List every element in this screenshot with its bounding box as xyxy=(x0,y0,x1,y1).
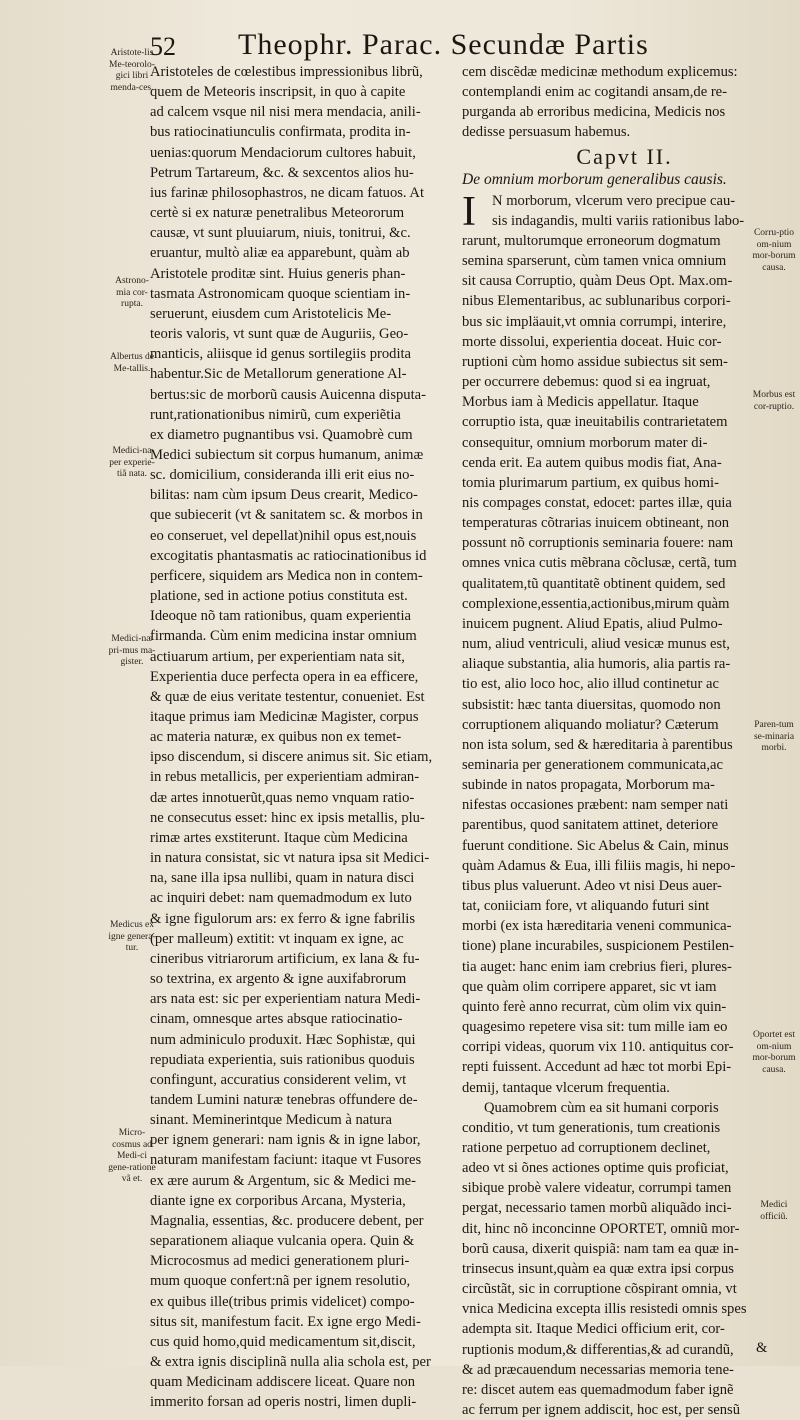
text-line: consequitur, omnium morborum mater di- xyxy=(462,434,708,451)
text-line: Magnalia, essentias, &c. producere debent, per xyxy=(150,1212,424,1229)
text-line: complexione,essentia,actionibus,mirum quàm xyxy=(462,595,730,612)
text-line: possunt nõ corruptionis seminaria fouere: nam xyxy=(462,535,734,552)
margin-note-medicus-igne: Medicus ex igne genera-tur. xyxy=(108,920,156,953)
text-line: repti fuissent. Accedunt ad hæc tot morbi Epi- xyxy=(462,1059,732,1076)
chapter-subtitle: De omnium morborum generalibus causis. xyxy=(462,170,727,188)
text-line: corruptio ista, quæ ineuitabilis contrarietatem xyxy=(462,414,728,431)
text-line: Morbus iam à Medicis appellatur. Itaque xyxy=(462,394,699,411)
text-line: adeo vt si õnes actiones optime quis proficiat, xyxy=(462,1160,729,1177)
text-line: cenda erit. Ea autem quibus modis fiat, Ana- xyxy=(462,454,722,471)
text-line: bus ratiocinatiunculis confirmata, prodita in- xyxy=(150,124,411,141)
text-line: Quamobrem cùm ea sit humani corporis xyxy=(484,1099,719,1116)
text-line: na, sane illa ipsa nullibi, quam in natura disci xyxy=(150,870,415,887)
text-line: tandem Lumini naturæ tenebras offundere de- xyxy=(150,1091,418,1108)
text-line: subinde in natos propagata, Morborum ma- xyxy=(462,777,715,794)
text-line: ruptioni cùm homo assidue subiectus sit sem- xyxy=(462,353,728,370)
text-line: trinsecus insunt,quàm ea quæ extra ipsi corpus xyxy=(462,1260,734,1277)
text-line: ars nata est: sic per experientiam natura Medi- xyxy=(150,991,421,1008)
text-line: certè si ex naturæ penetralibus Meteororum xyxy=(150,205,405,222)
margin-note-morbus: Morbus est cor-ruptio. xyxy=(752,390,796,412)
text-line: Ideoque nõ tam rationibus, quam experientia xyxy=(150,608,411,625)
text-line: bilitas: nam cùm ipsum Deus crearit, Medico- xyxy=(150,487,418,504)
running-title: Theophr. Parac. Secundæ Partis xyxy=(238,28,649,61)
text-line: purganda ab erroribus medicina, Medicis nos xyxy=(462,104,726,121)
text-line: dedisse persuasum habemus. xyxy=(462,124,631,141)
text-line: borũ causa, dixerit quispiã: nam tam ea quæ in- xyxy=(462,1240,739,1257)
text-line: teoris valoris, vt sunt quæ de Auguriis, Geo- xyxy=(150,326,409,343)
text-line: confingunt, accuratius considerent velim, vt xyxy=(150,1071,407,1088)
text-line: tione) plane incurabiles, suspicionem Pestilen- xyxy=(462,938,734,955)
text-line: eo conseruet, vel depellat)nihil opus est,nouis xyxy=(150,527,417,544)
text-line: in rebus metallicis, per experientiam admiran- xyxy=(150,769,420,786)
text-line: temperaturas cõtrarias inuicem obtineant, non xyxy=(462,515,730,532)
text-line: per ignem generari: nam ignis & in igne labor, xyxy=(150,1132,421,1149)
text-line: quam Medicinam addiscere liceat. Quare non xyxy=(150,1374,416,1391)
text-line: nibus Elementaribus, ac sublunaribus corpori- xyxy=(462,293,731,310)
text-line: re: discet autem eas quemadmodum faber ignẽ xyxy=(462,1381,734,1398)
text-line: sc. domicilium, consideranda illi erit eius no- xyxy=(150,467,415,484)
chapter-title: Capvt II. xyxy=(576,143,673,169)
page-header xyxy=(150,28,790,66)
right-text-column xyxy=(462,62,787,1420)
text-line: causæ, vt sunt pluuiarum, niuis, tonitrui, &c. xyxy=(150,225,411,242)
margin-note-aristoteles: Aristote-lis Me-teorolo-gici libri menda-ces. xyxy=(109,48,155,93)
text-line: sis indagandis, multi variis rationibus labo- xyxy=(492,212,745,229)
text-line: corripi videas, quorum vix 110. antiquitus cor- xyxy=(462,1039,734,1056)
text-line: rarunt, multorumque erroneorum dogmatum xyxy=(462,232,721,249)
text-line: contemplandi enim ac cogitandi ansam,de re- xyxy=(462,84,728,101)
text-line: dit, hinc nõ inconcinne OPORTET, omniũ mor- xyxy=(462,1220,740,1237)
text-line: itaque primus iam Medicinæ Magister, corpus xyxy=(150,709,419,725)
text-line: ipso discendum, si discere animus sit. Sic etiam, xyxy=(150,749,433,766)
chapter-second-paragraph xyxy=(462,1098,787,1420)
margin-note-astronomia: Astrono-mia cor-rupta. xyxy=(115,276,149,309)
text-line: tat, coniiciam fore, vt aliquando futuri sint xyxy=(462,898,710,915)
text-line: sinant. Meminerintque Medicum à natura xyxy=(150,1112,392,1129)
text-line: Experientia duce perfecta opera in ea efficere, xyxy=(150,668,419,685)
chapter-body xyxy=(462,231,787,1098)
text-line: cus quid homo,quid medicamentum sit,discit, xyxy=(150,1333,416,1350)
text-line: so textrina, ex argento & igne auxifabrorum xyxy=(150,971,407,988)
text-line: Medici subiectum sit corpus humanum, animæ xyxy=(150,446,424,463)
margin-note-medicinae-magister: Medici-næ pri-mus ma-gister. xyxy=(108,634,156,667)
text-line: seruerunt, eiusdem cum Aristotelicis Me- xyxy=(150,305,392,322)
text-line: uenias:quorum Mendaciorum cultores habuit, xyxy=(150,144,416,161)
text-line: naturam manifestam faciunt: itaque vt Fusores xyxy=(150,1152,422,1169)
text-line: sibique probè valere videatur, corrumpi tamen xyxy=(462,1180,732,1197)
text-line: repudiata experientia, suis rationibus quoduis xyxy=(150,1051,415,1068)
text-line: (per malleum) extitit: vt inquam ex igne, ac xyxy=(150,930,404,947)
text-line: tio est, alio loco hoc, alio illud continetur ac xyxy=(462,676,719,693)
text-line: habentur.Sic de Metallorum generatione Al- xyxy=(150,366,407,383)
margin-note-corruptio: Corru-ptio om-nium mor-borum causa. xyxy=(752,228,796,273)
text-line: seminaria per generationem communicata,ac xyxy=(462,757,723,773)
text-line: manticis, aliisque id genus sortilegiis prodita xyxy=(150,346,412,363)
text-line: demij, tantaque vlcerum frequentia. xyxy=(462,1079,670,1096)
text-line: que subiecerit (vt & sanitatem sc. & morbos in xyxy=(150,507,423,524)
text-line: tomia plurimarum partium, ex quibus homi- xyxy=(462,474,719,491)
text-line: ex diametro pugnantibus vsi. Quamobrè cum xyxy=(150,426,413,443)
right-column-opening xyxy=(462,62,787,143)
text-line: non ista solum, sed & hæreditaria à parentibus xyxy=(462,736,733,753)
text-line: ad calcem vsque nil nisi mera mendacia, anili- xyxy=(150,104,421,121)
text-line: bus sic impläauit,vt omnia corrumpi, interire, xyxy=(462,313,727,330)
text-line: per occurrere debemus: quod si ea ingruat, xyxy=(462,374,711,391)
text-line: subsistit: hæc tanta diuersitas, quomodo non xyxy=(462,696,721,713)
text-line: fuerunt conditione. Sic Abelus & Cain, minus xyxy=(462,837,729,854)
left-text-column xyxy=(150,62,448,1412)
text-line: aliaque substantia, alia humoris, alia partis ra- xyxy=(462,656,731,673)
drop-cap-lines xyxy=(462,188,787,235)
text-line: in natura consistat, sic vt natura ipsa sit Medici- xyxy=(150,850,430,867)
text-line: Aristotele proditæ sint. Huius generis phan- xyxy=(150,265,406,282)
text-line: & quæ de eius veritate testentur, conueniet. Est xyxy=(150,688,425,705)
text-line: eruantur, multò aliæ ea apparebunt, quàm ab xyxy=(150,245,410,262)
text-line: que quàm olim corripere apparet, sic vt iam xyxy=(462,978,717,995)
text-line: nifestas occasiones præbent: nam semper nati xyxy=(462,797,729,814)
text-line: Petrum Tartareum, &c. & sexcentos alios hu- xyxy=(150,164,414,181)
margin-note-parentum: Paren-tum se-minaria morbi. xyxy=(753,720,795,753)
text-line: corruptionem aliquando moliatur? Cæterum xyxy=(462,716,719,733)
text-line: N morborum, vlcerum vero precipue cau- xyxy=(492,192,736,209)
text-line: perficere, siquidem ars Medica non in contem- xyxy=(150,567,423,584)
text-line: morte dissolui, experientia doceat. Huic cor- xyxy=(462,333,722,350)
text-line: bertus:sic de morborũ causis Auicenna disputa- xyxy=(150,386,426,403)
text-line: cem discẽdæ medicinæ methodum explicemus: xyxy=(462,64,738,80)
text-line: quem de Meteoris inscripsit, in quo à capite xyxy=(150,84,406,101)
margin-note-medicina-experientia: Medici-na per experie-tiã nata. xyxy=(109,446,155,479)
margin-note-albertus: Albertus de Me-tallis. xyxy=(109,352,155,374)
text-line: ex ære aurum & Argentum, sic & Medici me- xyxy=(150,1172,417,1189)
catchword: & xyxy=(756,1340,768,1356)
text-line: morbi (ex ista hæreditaria veneni communica- xyxy=(462,918,732,935)
text-line: tia auget: hanc enim iam crebrius fieri, plures- xyxy=(462,958,732,975)
text-line: rimæ artes exstiterunt. Itaque cùm Medicina xyxy=(150,829,408,846)
text-line: Microcosmus ad medici generationem pluri- xyxy=(150,1253,410,1270)
chapter-opening xyxy=(462,188,787,235)
text-line: ius farinæ philosophastros, ne dicam fatuos. At xyxy=(150,184,425,201)
text-line: inuicem pugnent. Aliud Epatis, aliud Pulmo- xyxy=(462,615,723,632)
text-line: num adminiculo produxit. Hæc Sophistæ, qui xyxy=(150,1031,416,1048)
text-line: Aristoteles de cœlestibus impressionibus librũ, xyxy=(150,64,423,80)
text-line: cineribus vitriarorum artificium, ex lana & fu- xyxy=(150,950,420,967)
text-line: vnica Medicina excepta illis resistedi omnis spes xyxy=(462,1301,747,1318)
text-line: ac ferrum per ignem addiscit, hoc est, per sensũ xyxy=(462,1402,740,1418)
text-line: sit causa Corruptio, quàm Deus Opt. Max.om- xyxy=(462,273,733,290)
text-line: actiuarum artium, per experientiam nata sit, xyxy=(150,648,405,665)
text-line: num, aliud ventriculi, aliud vesicæ munus est, xyxy=(462,636,730,653)
text-line: pergat, necessario tamen morbũ aliquãdo inci- xyxy=(462,1200,732,1217)
text-line: cinam, omnesque artes absque ratiocinatio- xyxy=(150,1011,403,1028)
text-line: situs sit, manifestum facit. Ex igne ergo Medi- xyxy=(150,1313,421,1330)
text-line: nis compages constat, edocet: partes illæ, quia xyxy=(462,494,732,511)
text-line: omnes vnica cutis mẽbrana cõclusæ, certã, tum xyxy=(462,555,737,572)
text-line: quinto ferè anno recurrat, cùm olim vix quin- xyxy=(462,998,727,1015)
text-line: qualitatem,tũ quantitatẽ obtinent quidem, sed xyxy=(462,575,726,592)
text-line: quagesimo repetere visa sit: tum mille iam eo xyxy=(462,1019,728,1036)
text-line: quàm Adamus & Eua, illi filiis magis, hi nepo- xyxy=(462,857,736,874)
text-line: ac inquiri debet: nam quemadmodum ex luto xyxy=(150,890,412,907)
text-line: ex quibus ille(tribus primis videlicet) compo- xyxy=(150,1293,415,1310)
margin-note-oportet: Oportet est om-nium mor-borum causa. xyxy=(752,1030,796,1075)
text-line: & extra ignis disciplinã nulla alia schola est, per xyxy=(150,1354,431,1370)
page-number: 52 xyxy=(150,32,176,61)
text-line: ne consecutus esset: hinc ex ipsis metallis, plu- xyxy=(150,809,425,826)
text-line: platione, sed in actione potius constituta est. xyxy=(150,588,408,605)
text-line: runt,rationationibus nimirũ, cum experiẽtia xyxy=(150,406,401,423)
text-line: adempta sit. Itaque Medici officium erit, cor- xyxy=(462,1321,725,1338)
text-line: parentibus, quod sanitatem attinet, deteriore xyxy=(462,817,719,834)
text-line: firmanda. Cùm enim medicina instar omnium xyxy=(150,628,417,645)
text-line: excogitatis phantasmatis ac ratiocinationibus id xyxy=(150,547,427,564)
margin-note-microcosmus: Micro-cosmus ad Medi-ci gene-ratione vã et. xyxy=(108,1128,156,1184)
text-line: & ad præcauendum necessarias memoria tene- xyxy=(462,1361,734,1378)
text-line: tibus plus valuerunt. Adeo vt nisi Deus auer- xyxy=(462,877,722,894)
text-line: circũstãt, sic in corruptione cõspirant omnia, vt xyxy=(462,1281,737,1298)
text-line: dæ artes innotuerũt,quas nemo vnquam ratio- xyxy=(150,789,415,806)
text-line: & igne figulorum ars: ex ferro & igne fabrilis xyxy=(150,910,416,927)
text-line: diante igne ex corporibus Arcana, Mysteria, xyxy=(150,1192,406,1209)
text-line: immerito forsan ad operis nostri, limen dupli- xyxy=(150,1394,417,1411)
text-line: ruptionis modum,& differentias,& ad curandũ, xyxy=(462,1341,734,1358)
text-line: semina sparserunt, cùm tamen vnica omnium xyxy=(462,253,727,270)
text-line: conditio, vt tum generationis, tum creationis xyxy=(462,1119,721,1136)
text-line: mum quoque confert:nã per ignem resolutio, xyxy=(150,1273,411,1290)
text-line: tasmata Astronomicam quoque scientiam in- xyxy=(150,285,411,302)
text-line: separationem aliaque vulcania opera. Quin & xyxy=(150,1233,415,1250)
text-line: ac materia naturæ, ex quibus non ex temet- xyxy=(150,729,402,746)
margin-note-medici-officium: Medici officiũ. xyxy=(760,1200,788,1222)
drop-cap-initial: I xyxy=(462,188,476,235)
text-line: ratione perpetuo ad corruptionem declinet, xyxy=(462,1139,711,1156)
